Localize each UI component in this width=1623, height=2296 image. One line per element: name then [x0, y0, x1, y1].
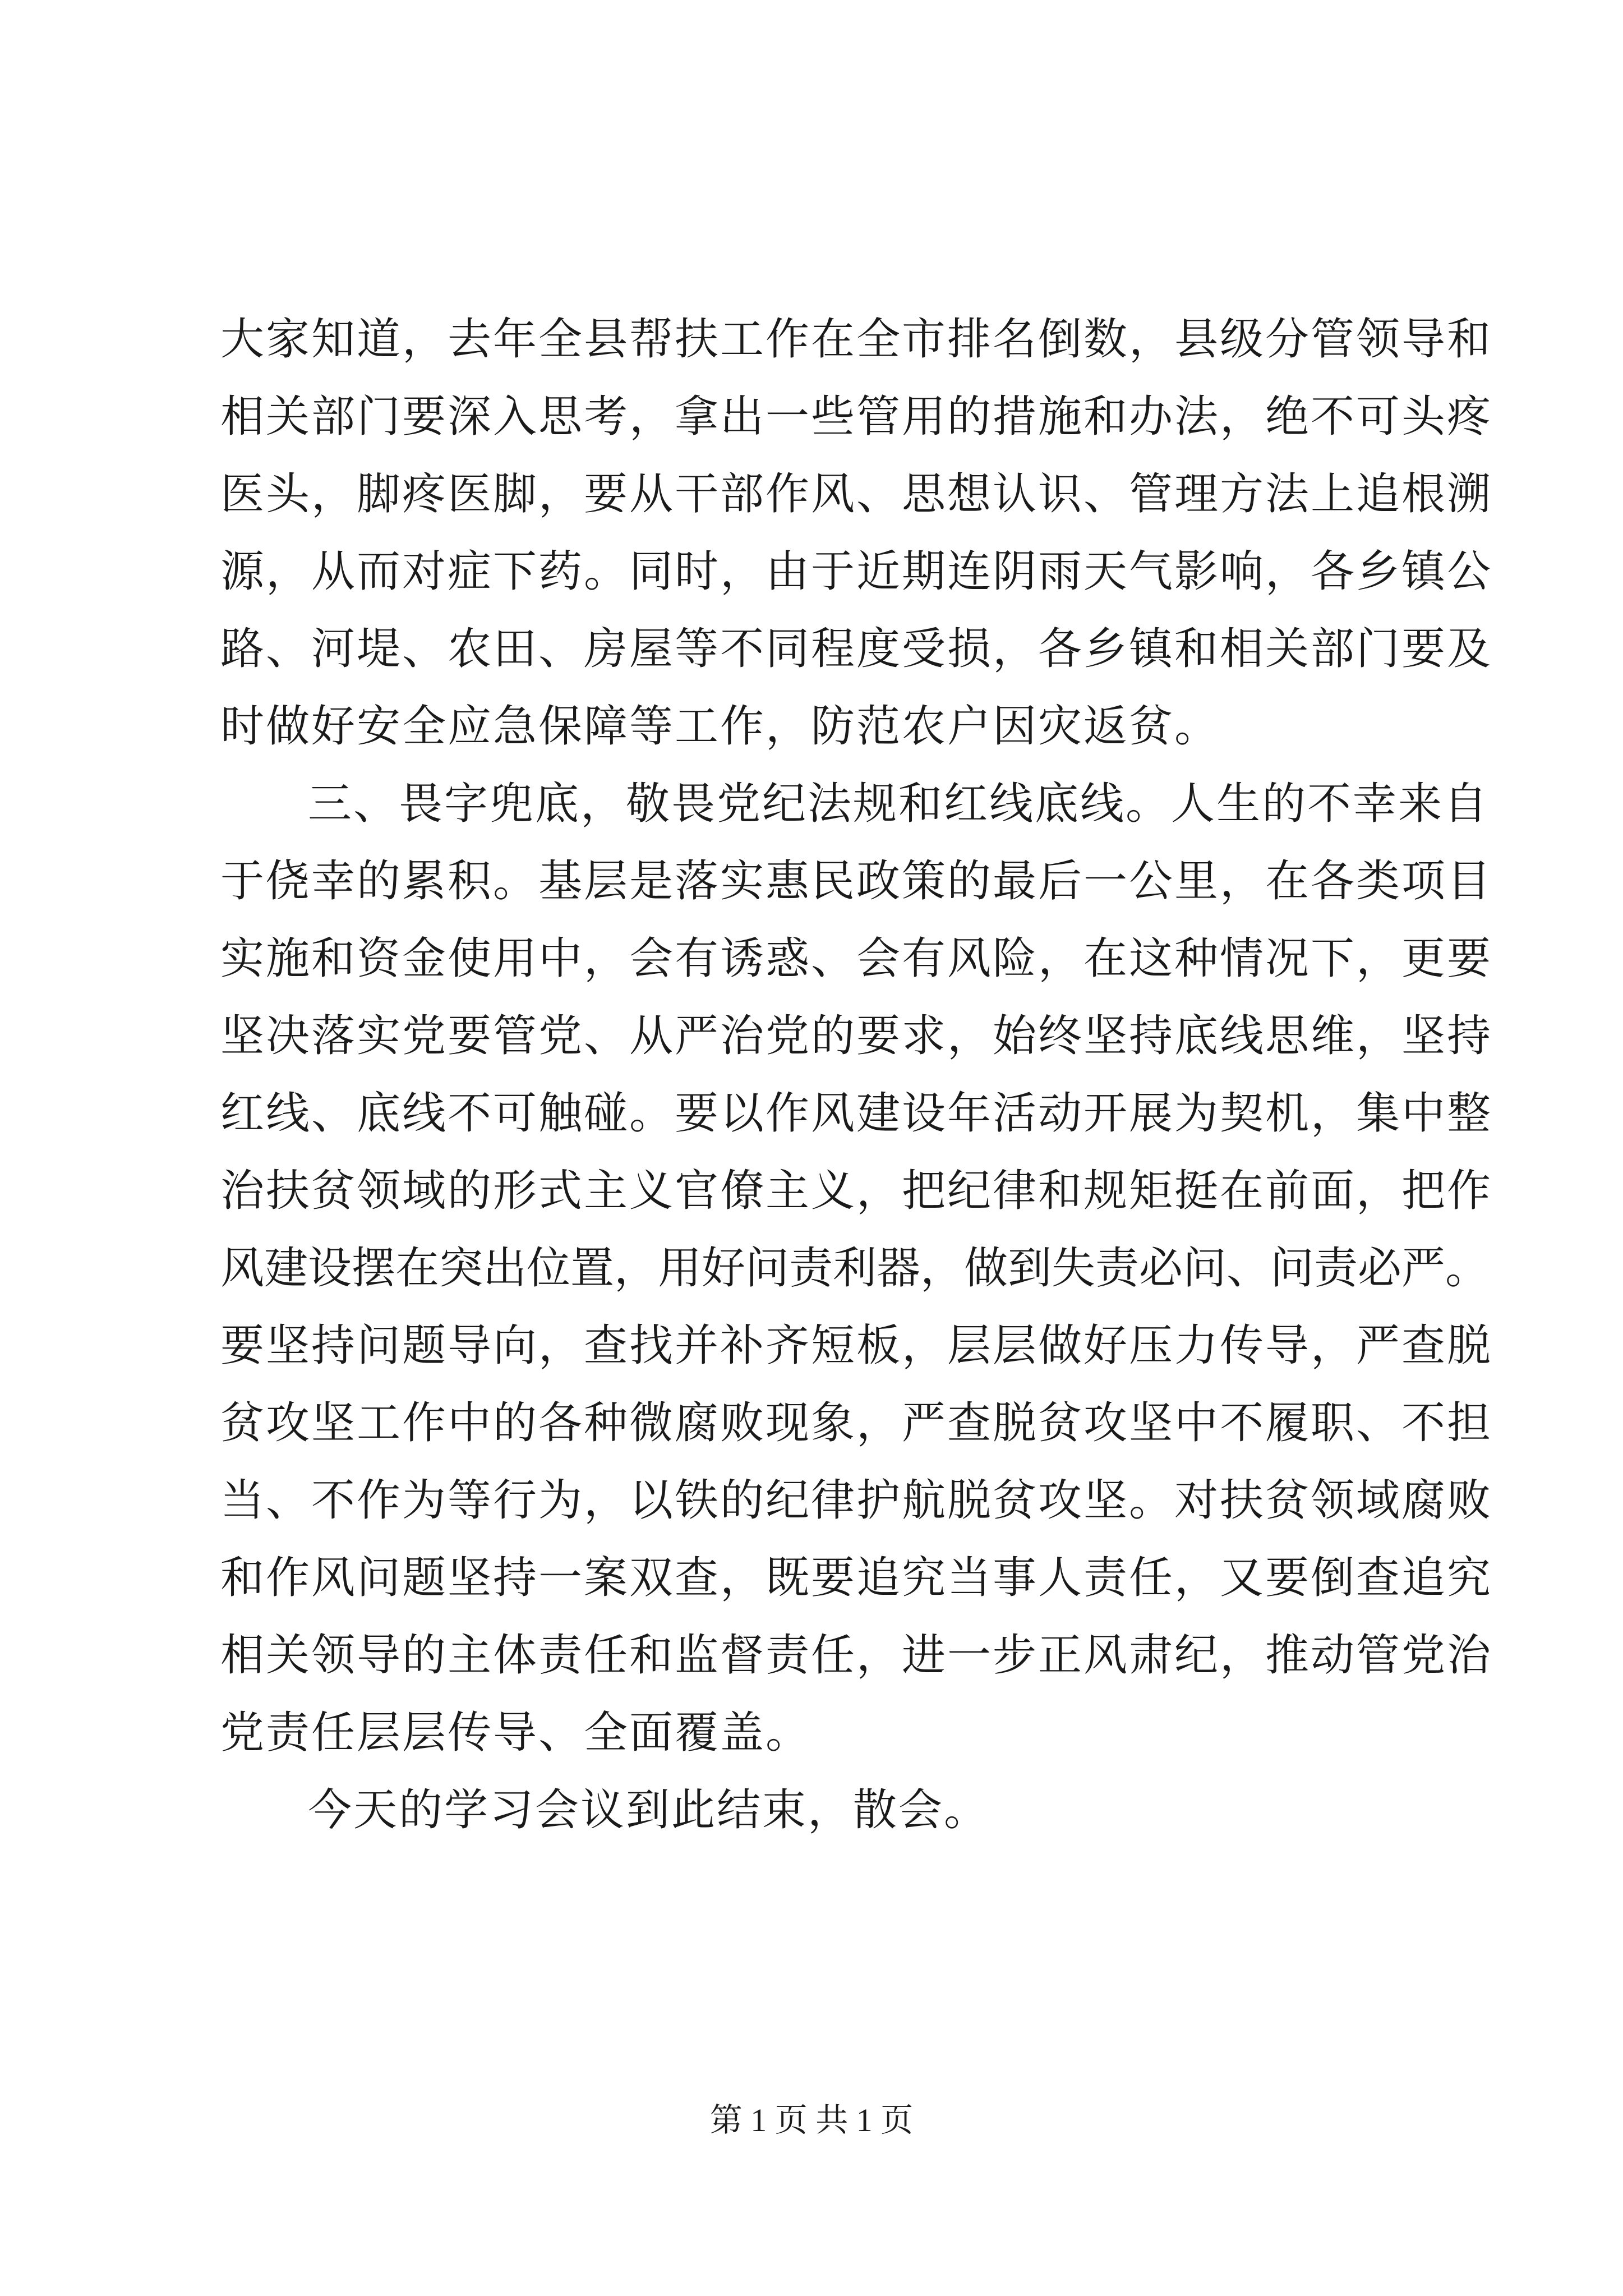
paragraph-line: 时做好安全应急保障等工作，防范农户因灾返贫。 [220, 701, 1220, 752]
paragraph-line: 相关部门要深入思考，拿出一些管用的措施和办法，绝不可头疼 [220, 392, 1493, 442]
paragraph-line: 相关领导的主体责任和监督责任，进一步正风肃纪，推动管党治 [220, 1630, 1493, 1681]
paragraph-line: 于侥幸的累积。基层是落实惠民政策的最后一公里，在各类项目 [220, 856, 1493, 907]
paragraph-line: 要坚持问题导向，查找并补齐短板，层层做好压力传导，严查脱 [220, 1320, 1493, 1371]
paragraph-line: 红线、底线不可触碰。要以作风建设年活动开展为契机，集中整 [220, 1088, 1493, 1139]
page-number-footer: 第 1 页 共 1 页 [709, 2102, 914, 2138]
paragraph-line: 源，从而对症下药。同时，由于近期连阴雨天气影响，各乡镇公 [220, 546, 1493, 597]
paragraph-line: 当、不作为等行为，以铁的纪律护航脱贫攻坚。对扶贫领域腐败 [220, 1475, 1493, 1526]
paragraph-line: 和作风问题坚持一案双查，既要追究当事人责任，又要倒查追究 [220, 1553, 1493, 1603]
paragraph-line: 路、河堤、农田、房屋等不同程度受损，各乡镇和相关部门要及 [220, 624, 1493, 674]
paragraph-line: 坚决落实党要管党、从严治党的要求，始终坚持底线思维，坚持 [220, 1011, 1493, 1061]
paragraph-line: 贫攻坚工作中的各种微腐败现象，严查脱贫攻坚中不履职、不担 [220, 1398, 1493, 1448]
paragraph-line: 治扶贫领域的形式主义官僚主义，把纪律和规矩挺在前面，把作 [220, 1166, 1493, 1216]
paragraph-line: 风建设摆在突出位置，用好问责利器，做到失责必问、问责必严。 [220, 1243, 1490, 1294]
paragraph-line: 大家知道，去年全县帮扶工作在全市排名倒数，县级分管领导和 [220, 314, 1493, 365]
paragraph-line: 实施和资金使用中，会有诱惑、会有风险，在这种情况下，更要 [220, 933, 1493, 984]
paragraph-line: 今天的学习会议到此结束，散会。 [308, 1785, 990, 1835]
paragraph-line: 三、畏字兜底，敬畏党纪法规和红线底线。人生的不幸来自 [308, 779, 1490, 829]
paragraph-line: 党责任层层传导、全面覆盖。 [220, 1708, 811, 1758]
paragraph-line: 医头，脚疼医脚，要从干部作风、思想认识、管理方法上追根溯 [220, 469, 1493, 519]
